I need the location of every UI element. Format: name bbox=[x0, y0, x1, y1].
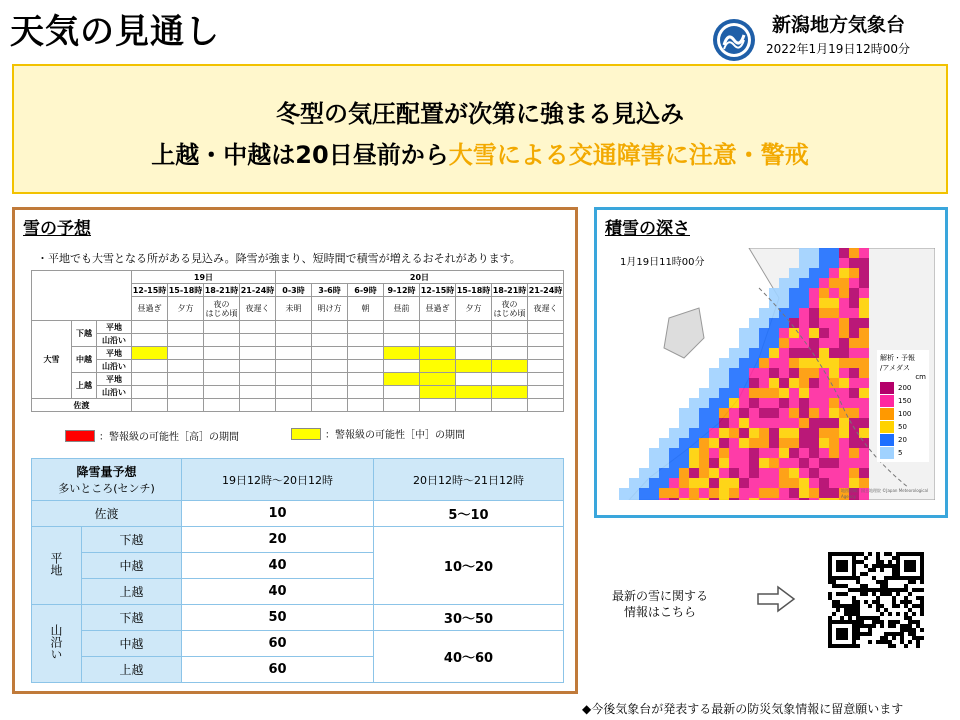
timeline-time-range: 21-24時 bbox=[528, 285, 563, 295]
issue-datetime: 2022年1月19日12時00分 bbox=[766, 42, 910, 56]
map-legend-row bbox=[880, 420, 926, 433]
amount-mountain-label-text: 山沿い bbox=[49, 624, 63, 660]
amount-header bbox=[32, 459, 182, 501]
timeline-category: 大雪 bbox=[32, 321, 72, 399]
timeline-cell bbox=[312, 334, 348, 347]
timeline-cell bbox=[384, 347, 420, 360]
qr-code-icon[interactable] bbox=[828, 552, 924, 648]
timeline-cell bbox=[456, 347, 492, 360]
timeline-time-range: 15-18時 bbox=[168, 285, 203, 295]
amount-mountain-label bbox=[32, 605, 82, 683]
timeline-cell bbox=[348, 386, 384, 399]
timeline-cell bbox=[276, 373, 312, 386]
headline-box bbox=[12, 64, 948, 194]
timeline-cell bbox=[384, 386, 420, 399]
headline-line2-highlight: 大雪による交通障害に注意・警戒 bbox=[448, 141, 809, 169]
legend-high-label: ：警報級の可能性［高］の期間 bbox=[99, 432, 239, 443]
timeline-cell bbox=[132, 321, 168, 334]
timeline-cell bbox=[168, 321, 204, 334]
legend-mid-label: ：警報級の可能性［中］の期間 bbox=[325, 430, 465, 441]
timeline-cell bbox=[420, 347, 456, 360]
timeline-time-range: 21-24時 bbox=[240, 285, 275, 295]
timeline-cell bbox=[312, 399, 348, 412]
timeline-cell bbox=[456, 386, 492, 399]
timeline-time-range: 18-21時 bbox=[204, 285, 239, 295]
amount-plain-label-text: 平地 bbox=[49, 552, 63, 576]
timeline-cell bbox=[456, 373, 492, 386]
timeline-time-range: 15-18時 bbox=[456, 285, 491, 295]
timeline-region: 下越 bbox=[72, 321, 97, 347]
amount-mountain-area: 下越 bbox=[82, 605, 182, 631]
amount-sado-v2: 5～10 bbox=[374, 501, 564, 527]
snow-depth-title: 積雪の深さ bbox=[605, 219, 690, 239]
amount-mountain-v2: 30～50 bbox=[374, 605, 564, 631]
map-legend-row bbox=[880, 446, 926, 459]
headline-line2-prefix: 上越・中越は20日昼前から bbox=[151, 141, 449, 169]
latest-info-text: 最新の雪に関する 情報はこちら bbox=[612, 589, 709, 619]
map-legend-swatch bbox=[880, 408, 894, 420]
timeline-cell bbox=[312, 373, 348, 386]
timeline-period: 昼過ぎ bbox=[420, 297, 456, 321]
timeline-day: 19日 bbox=[132, 271, 276, 284]
timeline-cell bbox=[456, 360, 492, 373]
timeline-cell bbox=[132, 399, 168, 412]
legend-high-swatch bbox=[65, 430, 95, 442]
amount-plain-v2: 10～20 bbox=[374, 527, 564, 605]
map-legend-label: 50 bbox=[898, 422, 907, 431]
map-legend-label: 20 bbox=[898, 435, 907, 444]
map-legend-row bbox=[880, 381, 926, 394]
timeline-period: 夜遅く bbox=[240, 297, 276, 321]
snowfall-amount-table bbox=[31, 458, 564, 683]
timeline-cell bbox=[132, 347, 168, 360]
timeline-cell bbox=[240, 399, 276, 412]
timeline-cell bbox=[168, 360, 204, 373]
timeline-cell bbox=[204, 321, 240, 334]
timeline-cell bbox=[492, 373, 528, 386]
timeline-area-type: 平地 bbox=[97, 347, 132, 360]
timeline-cell bbox=[312, 321, 348, 334]
map-legend-row bbox=[880, 433, 926, 446]
timeline-cell bbox=[168, 399, 204, 412]
jma-logo-icon bbox=[712, 18, 756, 62]
timeline-cell bbox=[384, 373, 420, 386]
timeline-cell bbox=[492, 334, 528, 347]
timeline-cell bbox=[204, 334, 240, 347]
amount-period1: 19日12時～20日12時 bbox=[182, 459, 374, 501]
timeline-cell bbox=[276, 321, 312, 334]
amount-period2: 20日12時～21日12時 bbox=[374, 459, 564, 501]
map-legend-swatch bbox=[880, 382, 894, 394]
timeline-time-range: 12-15時 bbox=[132, 285, 167, 295]
timeline-cell bbox=[348, 334, 384, 347]
map-legend-swatch bbox=[880, 447, 894, 459]
snow-forecast-note: ・平地でも大雪となる所がある見込み。降雪が強まり、短時間で積雪が増えるおそれがあります。 bbox=[37, 252, 521, 265]
snow-forecast-panel bbox=[12, 207, 578, 694]
timeline-cell bbox=[204, 386, 240, 399]
timeline-cell bbox=[348, 347, 384, 360]
timeline-day: 20日 bbox=[276, 271, 564, 284]
headline-line1: 冬型の気圧配置が次第に強まる見込み bbox=[276, 100, 684, 128]
timeline-cell bbox=[492, 399, 528, 412]
amount-mountain-area: 上越 bbox=[82, 657, 182, 683]
timeline-area-type: 平地 bbox=[97, 321, 132, 334]
timeline-cell bbox=[528, 399, 564, 412]
warning-timeline-table bbox=[31, 270, 564, 412]
amount-plain-area: 中越 bbox=[82, 553, 182, 579]
timeline-cell bbox=[240, 321, 276, 334]
timeline-period: 夕方 bbox=[168, 297, 204, 321]
timeline-cell bbox=[240, 360, 276, 373]
amount-plain-v1: 40 bbox=[182, 579, 374, 605]
timeline-region: 上越 bbox=[72, 373, 97, 399]
timeline-cell bbox=[456, 334, 492, 347]
timeline-cell bbox=[420, 334, 456, 347]
timeline-cell bbox=[528, 373, 564, 386]
map-legend-swatch bbox=[880, 434, 894, 446]
timeline-cell bbox=[420, 399, 456, 412]
timeline-cell bbox=[168, 386, 204, 399]
timeline-cell bbox=[420, 321, 456, 334]
timeline-cell bbox=[456, 399, 492, 412]
amount-sado-label: 佐渡 bbox=[32, 501, 182, 527]
map-legend-swatch bbox=[880, 395, 894, 407]
map-legend-label: 100 bbox=[898, 409, 912, 418]
timeline-cell bbox=[240, 373, 276, 386]
timeline-cell bbox=[528, 334, 564, 347]
timeline-cell bbox=[528, 386, 564, 399]
timeline-cell bbox=[384, 321, 420, 334]
timeline-cell bbox=[276, 399, 312, 412]
map-legend-unit: cm bbox=[915, 373, 926, 381]
timeline-cell bbox=[168, 373, 204, 386]
map-legend-row bbox=[880, 394, 926, 407]
office-name: 新潟地方気象台 bbox=[772, 14, 906, 36]
timeline-cell bbox=[492, 321, 528, 334]
map-legend-row bbox=[880, 407, 926, 420]
timeline-cell bbox=[420, 360, 456, 373]
timeline-period: 夜の はじめ頃 bbox=[492, 297, 528, 321]
timeline-cell bbox=[456, 321, 492, 334]
timeline-cell bbox=[348, 399, 384, 412]
timeline-period: 夜の はじめ頃 bbox=[204, 297, 240, 321]
timeline-period: 朝 bbox=[348, 297, 384, 321]
amount-mountain-v2: 40～60 bbox=[374, 631, 564, 683]
timeline-cell bbox=[528, 321, 564, 334]
amount-plain-v1: 20 bbox=[182, 527, 374, 553]
timeline-area-type: 山沿い bbox=[97, 386, 132, 399]
amount-plain-area: 上越 bbox=[82, 579, 182, 605]
footer-note: ◆今後気象台が発表する最新の防災気象情報に留意願います bbox=[582, 702, 904, 716]
amount-plain-area: 下越 bbox=[82, 527, 182, 553]
timeline-cell bbox=[168, 334, 204, 347]
amount-plain-label bbox=[32, 527, 82, 605]
timeline-cell bbox=[276, 360, 312, 373]
legend-mid-swatch bbox=[291, 428, 321, 440]
map-legend-label: 150 bbox=[898, 396, 912, 405]
timeline-cell bbox=[312, 360, 348, 373]
amount-plain-v1: 40 bbox=[182, 553, 374, 579]
timeline-cell bbox=[240, 347, 276, 360]
timeline-cell bbox=[240, 334, 276, 347]
timeline-area-type: 山沿い bbox=[97, 360, 132, 373]
timeline-cell bbox=[492, 360, 528, 373]
amount-header-sub: 多いところ(センチ) bbox=[58, 482, 155, 495]
page-title: 天気の見通し bbox=[10, 12, 220, 52]
snow-depth-map bbox=[609, 248, 935, 500]
timeline-region: 中越 bbox=[72, 347, 97, 373]
headline-line2 bbox=[14, 135, 946, 170]
timeline-time-range: 12-15時 bbox=[420, 285, 455, 295]
timeline-cell bbox=[528, 360, 564, 373]
timeline-cell bbox=[384, 334, 420, 347]
map-time: 1月19日11時00分 bbox=[617, 252, 708, 269]
amount-mountain-v1: 50 bbox=[182, 605, 374, 631]
timeline-period: 昼過ぎ bbox=[132, 297, 168, 321]
timeline-cell bbox=[528, 347, 564, 360]
amount-sado-v1: 10 bbox=[182, 501, 374, 527]
timeline-period: 明け方 bbox=[312, 297, 348, 321]
timeline-cell bbox=[348, 360, 384, 373]
timeline-period: 未明 bbox=[276, 297, 312, 321]
timeline-cell bbox=[348, 321, 384, 334]
timeline-time-range: 9-12時 bbox=[384, 284, 420, 297]
timeline-period: 夜遅く bbox=[528, 297, 564, 321]
map-credit: 地図出典：国土地理院 ©Japan Meteorological Agency bbox=[841, 488, 929, 499]
map-legend-label: 200 bbox=[898, 383, 912, 392]
snow-forecast-title: 雪の予想 bbox=[23, 219, 91, 239]
timeline-period: 夕方 bbox=[456, 297, 492, 321]
timeline-cell bbox=[204, 360, 240, 373]
timeline-cell bbox=[492, 347, 528, 360]
timeline-cell bbox=[276, 347, 312, 360]
timeline-cell bbox=[276, 386, 312, 399]
timeline-time-range: 18-21時 bbox=[492, 285, 527, 295]
timeline-cell bbox=[384, 360, 420, 373]
timeline-time-range: 0-3時 bbox=[276, 284, 312, 297]
timeline-cell bbox=[204, 347, 240, 360]
timeline-region: 佐渡 bbox=[32, 399, 132, 412]
legend-high bbox=[65, 428, 239, 443]
right-arrow-icon bbox=[756, 584, 796, 614]
timeline-cell bbox=[132, 386, 168, 399]
legend-mid bbox=[291, 426, 465, 441]
map-legend-swatch bbox=[880, 421, 894, 433]
timeline-cell bbox=[132, 334, 168, 347]
map-legend bbox=[877, 350, 929, 462]
timeline-cell bbox=[276, 334, 312, 347]
amount-mountain-v1: 60 bbox=[182, 631, 374, 657]
amount-mountain-v1: 60 bbox=[182, 657, 374, 683]
timeline-cell bbox=[384, 399, 420, 412]
timeline-cell bbox=[132, 373, 168, 386]
timeline-cell bbox=[492, 386, 528, 399]
map-legend-title: 解析・予報 /アメダス bbox=[880, 354, 915, 372]
map-legend-label: 5 bbox=[898, 448, 903, 457]
timeline-cell bbox=[240, 386, 276, 399]
amount-mountain-area: 中越 bbox=[82, 631, 182, 657]
amount-header-title: 降雪量予想 bbox=[76, 465, 137, 479]
timeline-cell bbox=[132, 360, 168, 373]
timeline-period: 昼前 bbox=[384, 297, 420, 321]
timeline-time-range: 6-9時 bbox=[348, 284, 384, 297]
timeline-cell bbox=[312, 347, 348, 360]
timeline-time-range: 3-6時 bbox=[312, 284, 348, 297]
timeline-area-type: 平地 bbox=[97, 373, 132, 386]
timeline-cell bbox=[348, 373, 384, 386]
timeline-cell bbox=[312, 386, 348, 399]
timeline-area-type: 山沿い bbox=[97, 334, 132, 347]
timeline-cell bbox=[168, 347, 204, 360]
snow-depth-panel bbox=[594, 207, 948, 518]
timeline-cell bbox=[420, 373, 456, 386]
timeline-cell bbox=[204, 373, 240, 386]
timeline-cell bbox=[420, 386, 456, 399]
timeline-corner bbox=[32, 271, 132, 321]
timeline-cell bbox=[204, 399, 240, 412]
